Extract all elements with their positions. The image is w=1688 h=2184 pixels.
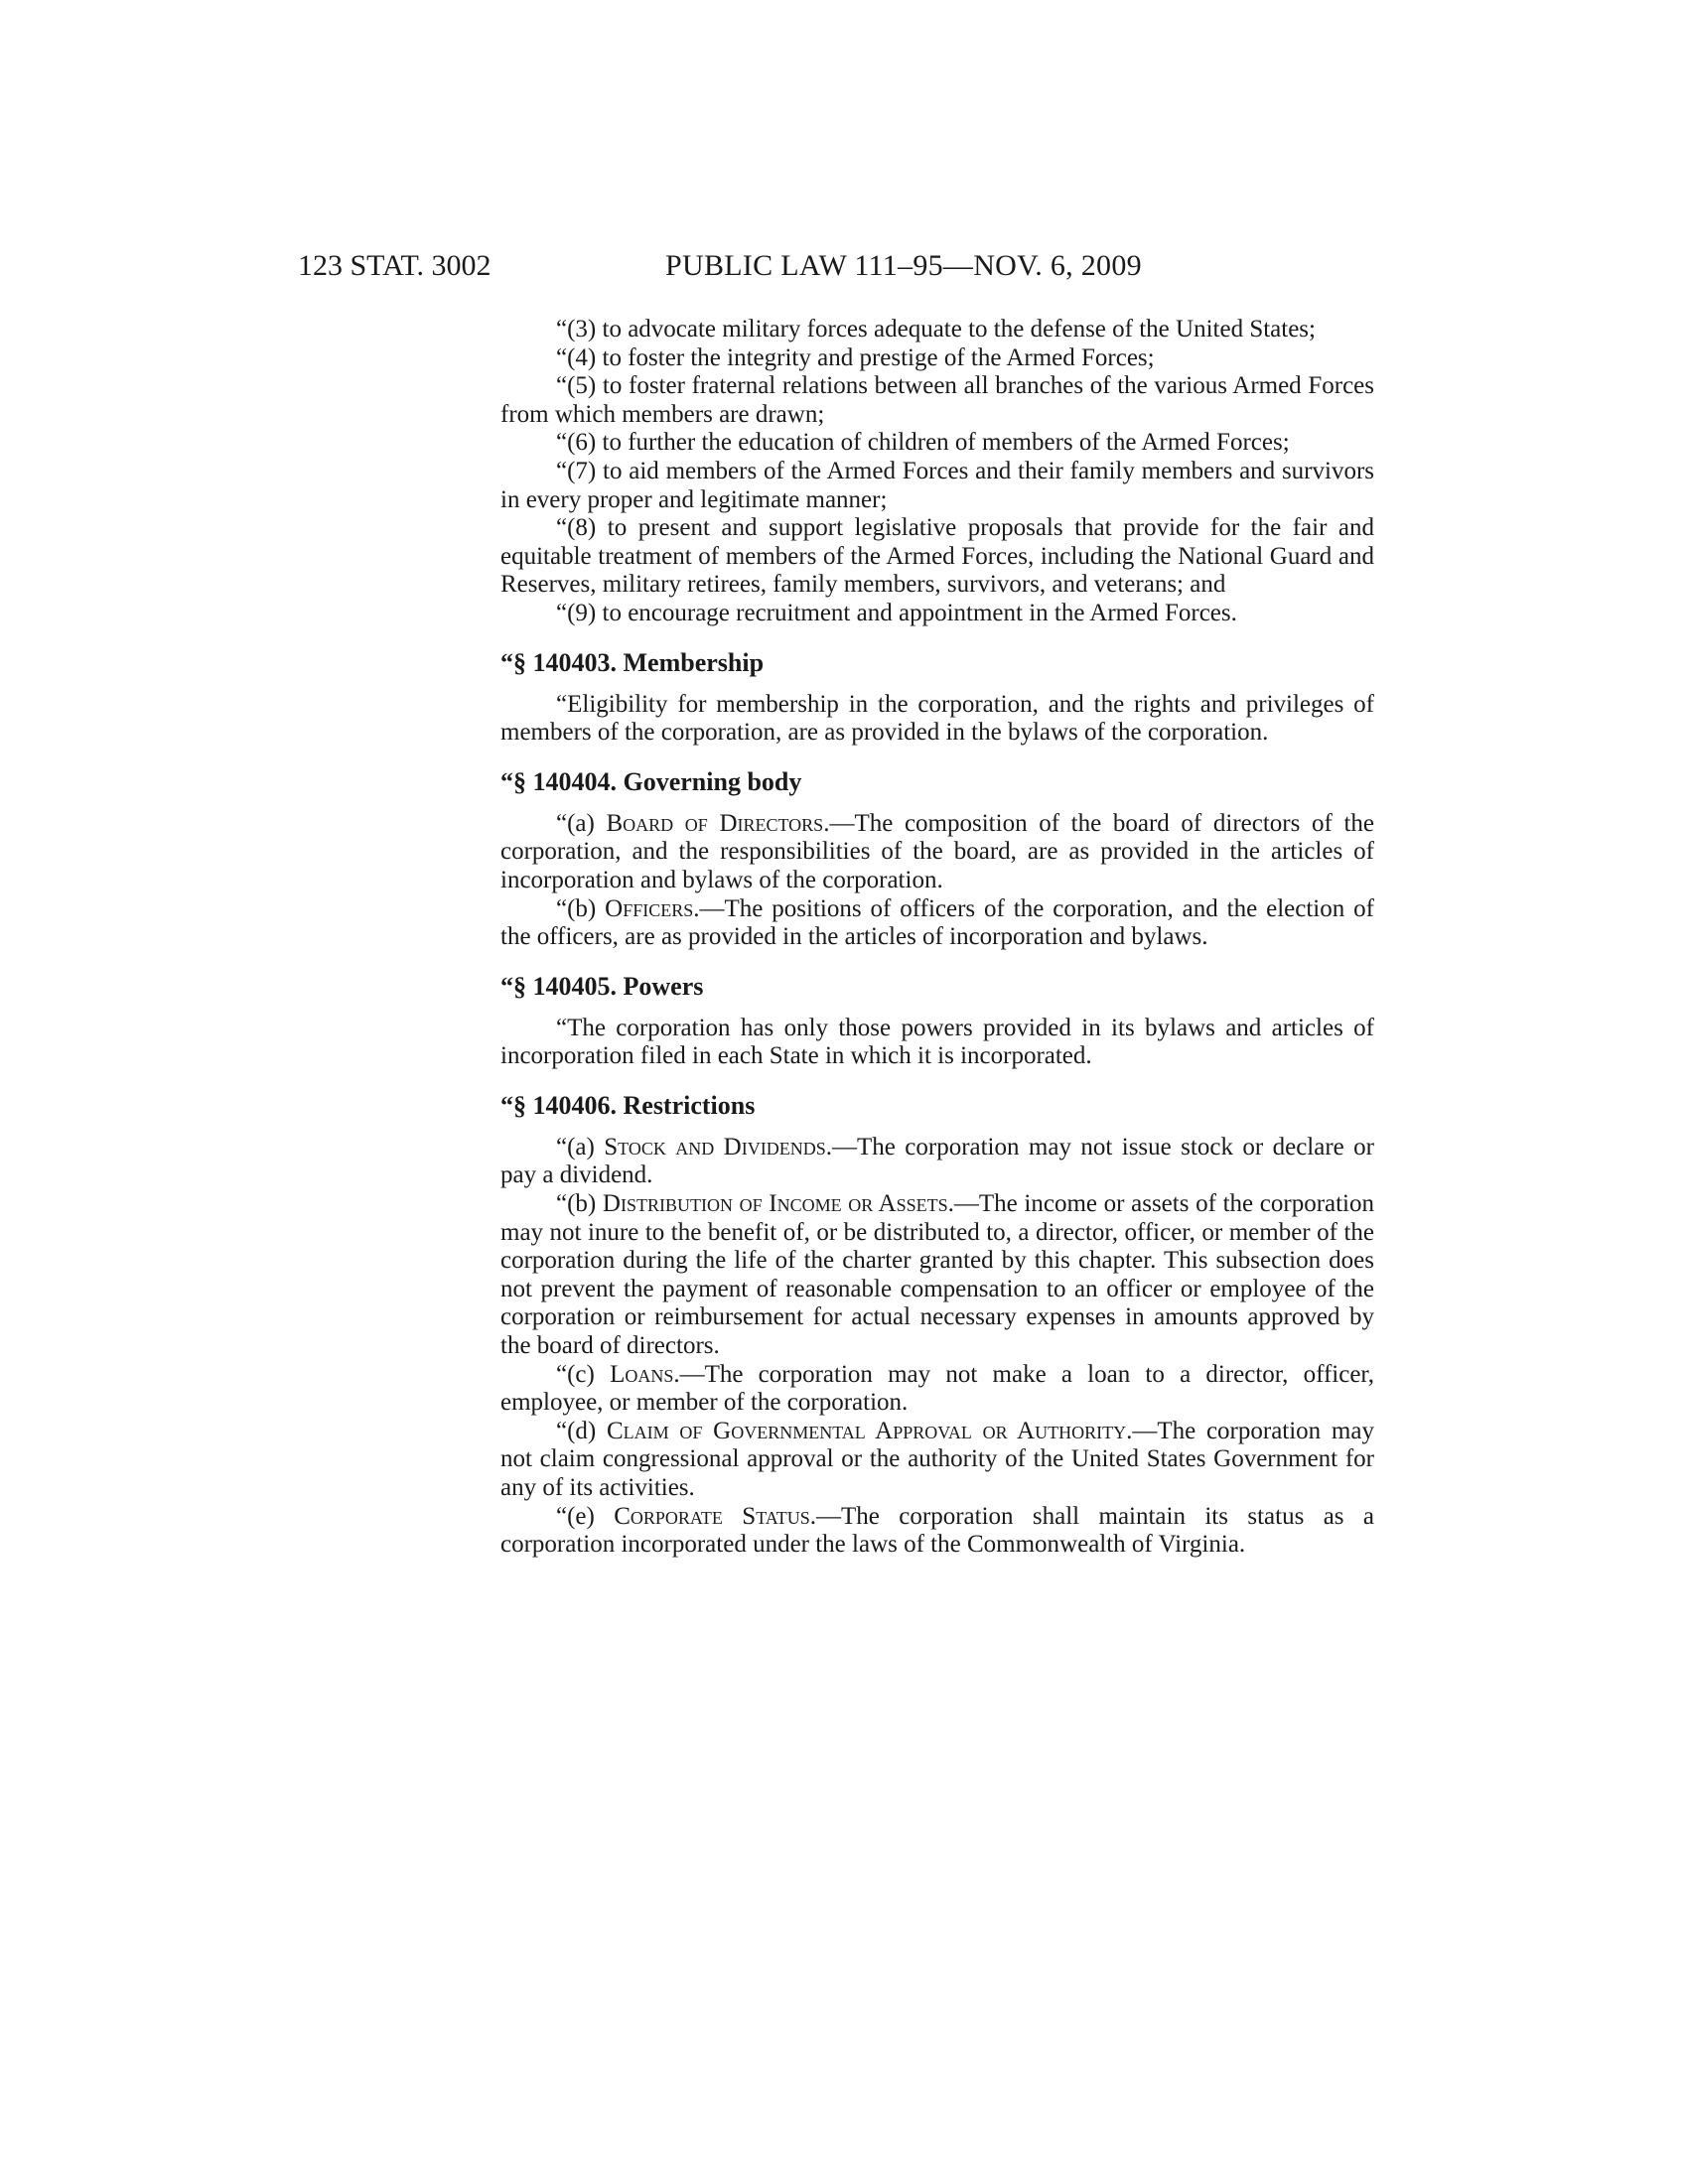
section-membership <box>500 648 1374 748</box>
subsection-b-text: .—The income or assets of the corporation may not inure to the benefit of, or be distributed to, a director, officer, or member of the corporation during the life of the charter granted by this chapter. This subsection does not prevent the payment of reasonable compensation to an officer or employee of the corporation or reimbursement for actual necessary expenses in amounts approved by the board of directors. <box>500 1190 1375 1360</box>
section-heading-restrictions: “§ 140406. Restrictions <box>500 1090 756 1120</box>
public-law-title: PUBLIC LAW 111–95—NOV. 6, 2009 <box>665 249 1142 282</box>
subsection-b-prefix: “(b) <box>556 1190 603 1218</box>
restrictions-subsection-a <box>500 1134 1374 1190</box>
subsection-a-text: .—The corporation may not issue stock or declare or pay a dividend. <box>500 1133 1375 1189</box>
purpose-item-5: “(5) to foster fraternal relations between all branches of the various Armed Forces from which members are drawn; <box>500 372 1374 428</box>
section-restrictions <box>500 1091 1374 1560</box>
subsection-d-text: .—The corporation may not claim congressional approval or the authority of the United States Government for any of its activities. <box>500 1417 1374 1501</box>
statute-page-number: 123 STAT. 3002 <box>298 249 492 282</box>
subsection-c-prefix: “(c) <box>556 1360 611 1388</box>
restrictions-subsection-b <box>500 1190 1374 1361</box>
governing-body-subsection-a <box>500 810 1374 895</box>
subsection-a-caption: Stock and Dividends <box>604 1133 826 1160</box>
purposes-list <box>500 316 1374 628</box>
subsection-a-prefix: “(a) <box>556 809 607 837</box>
section-governing-body <box>500 767 1374 952</box>
subsection-b-prefix: “(b) <box>556 894 606 922</box>
subsection-e-text: .—The corporation shall maintain its status as a corporation incorporated under the laws of the Commonwealth of Virginia. <box>500 1502 1374 1559</box>
subsection-b-caption: Distribution of Income or Assets <box>602 1190 948 1218</box>
purpose-item-3: “(3) to advocate military forces adequate to the defense of the United States; <box>556 316 1316 342</box>
subsection-b-caption: Officers <box>605 894 694 922</box>
purpose-item-6: “(6) to further the education of children of members of the Armed Forces; <box>556 429 1290 457</box>
subsection-b-text: .—The positions of officers of the corporation, and the election of the officers, are as provided in the articles of incorporation and bylaws. <box>500 894 1374 951</box>
membership-text: “Eligibility for membership in the corporation, and the rights and privileges of members of the corporation, are as provided in the bylaws of the corporation. <box>500 690 1374 747</box>
purpose-item-8: “(8) to present and support legislative proposals that provide for the fair and equitable treatment of members of the Armed Forces, including the National Guard and Reserves, military retirees, family members, survivors, and veterans; and <box>500 514 1374 599</box>
subsection-a-text: .—The composition of the board of directors of the corporation, and the responsibilities of the board, are as provided in the articles of incorporation and bylaws of the corporation. <box>500 809 1374 893</box>
powers-text: “The corporation has only those powers provided in its bylaws and articles of incorporation filed in each State in which it is incorporated. <box>500 1014 1374 1070</box>
subsection-d-caption: Claim of Governmental Approval or Authority <box>607 1417 1127 1444</box>
purpose-item-9: “(9) to encourage recruitment and appointment in the Armed Forces. <box>556 599 1237 626</box>
purpose-item-4: “(4) to foster the integrity and prestige of the Armed Forces; <box>556 343 1155 371</box>
document-body <box>500 316 1374 1560</box>
subsection-c-text: .—The corporation may not make a loan to a director, officer, employee, or member of the corporation. <box>500 1360 1374 1417</box>
running-head <box>298 246 1390 286</box>
purpose-item-7: “(7) to aid members of the Armed Forces and their family members and survivors in every proper and legitimate manner; <box>500 457 1374 513</box>
restrictions-subsection-c <box>500 1361 1374 1418</box>
subsection-a-prefix: “(a) <box>556 1133 605 1160</box>
subsection-a-caption: Board of Directors <box>606 809 824 837</box>
subsection-e-prefix: “(e) <box>556 1502 615 1530</box>
section-powers <box>500 972 1374 1071</box>
restrictions-subsection-d <box>500 1418 1374 1503</box>
section-heading-membership: “§ 140403. Membership <box>500 647 765 677</box>
subsection-e-caption: Corporate Status <box>614 1502 810 1530</box>
section-heading-powers: “§ 140405. Powers <box>500 971 704 1001</box>
restrictions-subsection-e <box>500 1503 1374 1560</box>
section-heading-governing-body: “§ 140404. Governing body <box>500 766 802 796</box>
governing-body-subsection-b <box>500 895 1374 952</box>
subsection-c-caption: Loans <box>610 1360 674 1388</box>
subsection-d-prefix: “(d) <box>556 1417 607 1444</box>
